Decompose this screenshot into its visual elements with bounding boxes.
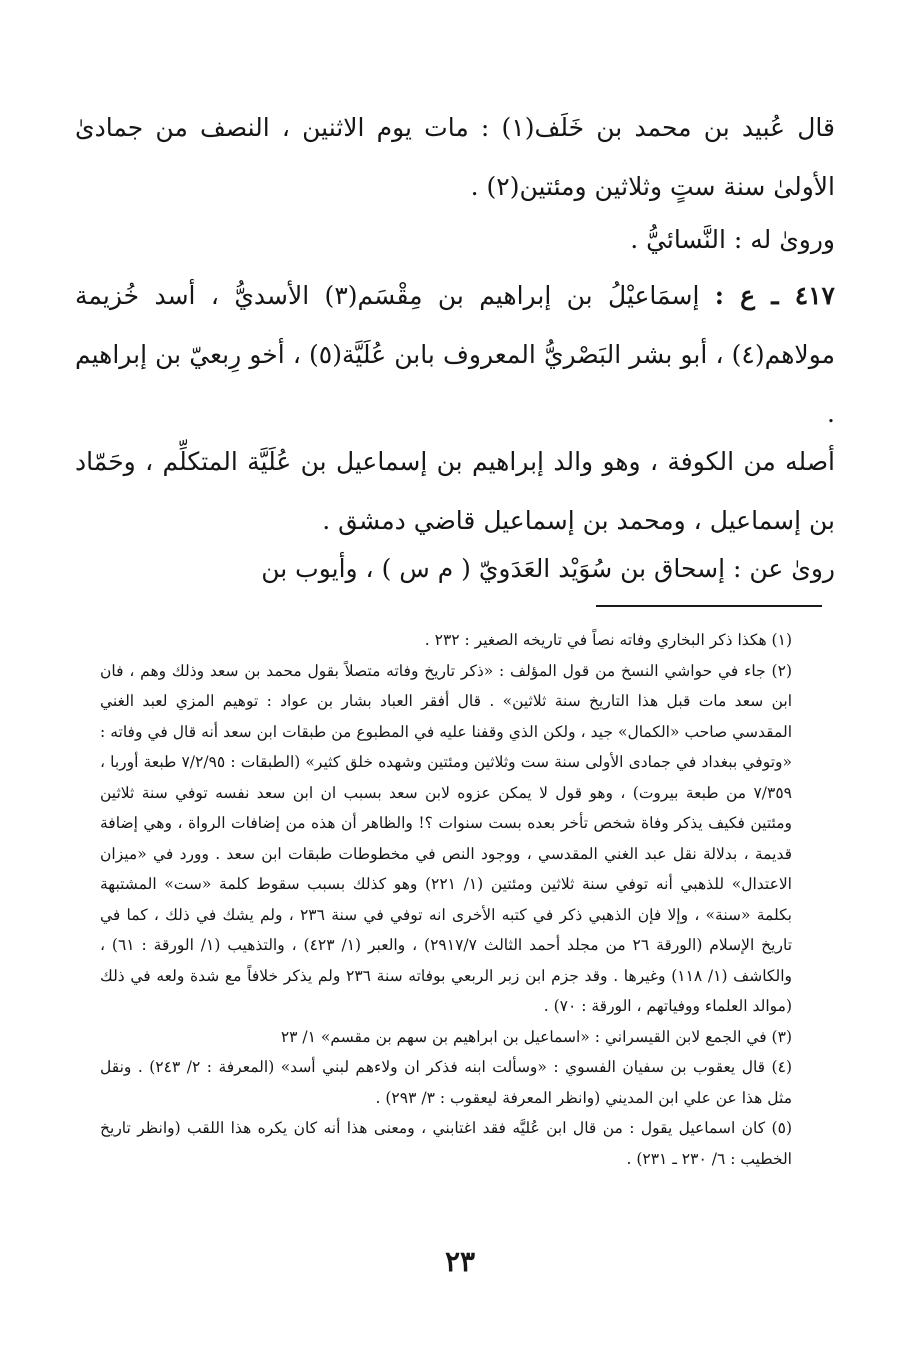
entry-number: ٤١٧ ـ ع : <box>714 281 835 310</box>
paragraph-narrated-by: وروىٰ له : النَّسائيُّ . <box>630 225 835 254</box>
paragraph-origin: أصله من الكوفة ، وهو والد إبراهيم بن إسماعيل بن عُلَيَّة المتكلِّم ، وحَمّاد بن إسماعيل ، ومحمد بن إسماعيل قاضي دمشق . <box>75 447 835 535</box>
footnotes-section <box>100 625 820 1174</box>
footnote-2: (٢) جاء في حواشي النسخ من قول المؤلف : «ذكر تاريخ وفاته متصلاً بقول محمد بن سعد وذلك وهم ، فان ابن سعد مات قبل هذا التاريخ سنة ثلاثين» . قال أفقر العباد بشار بن عواد : توهيم المزي لعبد الغني المقدسي صاحب «الكمال» جيد ، ولكن الذي وقفنا عليه في المطبوع من طبقات ابن سعد أنه قال في وفاته : «وتوفي ببغداد في جمادى الأولى سنة ست وثلاثين ومئتين وشهده خلق كثير» (الطبقات : ٧/٢/٩٥ طبعة أوربا ، ٧/٣٥٩ من طبعة بيروت) ، وهو قول لا يمكن عزوه لابن سعد بسبب ان ابن سعد نفسه توفي سنة ثلاثين ومئتين فكيف يذكر وفاة شخص تأخر بعده بست سنوات ؟! والظاهر أن هذه من إضافات الرواة ، وهي إضافة قديمة ، بدلالة نقل عبد الغني المقدسي ، ووجود النص في مخطوطات طبقات ابن سعد . وورد في «ميزان الاعتدال» للذهبي أنه توفي سنة ثلاثين ومئتين (١/ ٢٢١) وهو كذلك بسبب سقوط كلمة «ست» المشتبهة بكلمة «سنة» ، وإلا فإن الذهبي ذكر في كتبه الأخرى انه توفي في سنة ٢٣٦ ، ولم يشك في ذلك ، كما في تاريخ الإسلام (الورقة ٢٦ من مجلد أحمد الثالث ٢٩١٧/٧) ، والعبر (١/ ٤٢٣) ، والتذهيب (١/ الورقة : ٦١) ، والكاشف (١/ ١١٨) وغيرها . وقد جزم ابن زبر الربعي بوفاته سنة ٢٣٦ ولم يذكر خلافاً مع شدة ولعه في ذلك (موالد العلماء ووفياتهم ، الورقة : ٧٠) . <box>100 661 793 1015</box>
paragraph-narrated-from: روىٰ عن : إسحاق بن سُوَيْد العَدَويّ ( م س ) ، وأيوب بن <box>261 554 835 583</box>
entry-biography: إسمَاعيْلُ بن إبراهيم بن مِقْسَم(٣) الأسديُّ ، أسد خُزيمة مولاهم(٤) ، أبو بشر البَصْريُّ المعروف بابن عُلَيَّة(٥) ، أخو رِبعيّ بن إبراهيم . <box>75 281 835 428</box>
paragraph-death-date: قال عُبيد بن محمد بن خَلَف(١) : مات يوم الاثنين ، النصف من جمادىٰ الأولىٰ سنة ستٍ وثلاثين ومئتين(٢) . <box>75 113 835 201</box>
footnote-3: (٣) في الجمع لابن القيسراني : «اسماعيل بن ابراهيم بن سهم بن مقسم» ١/ ٢٣ <box>280 1027 792 1046</box>
page-number: ٢٣ <box>444 1245 476 1278</box>
footnote-4: (٤) قال يعقوب بن سفيان الفسوي : «وسألت ابنه فذكر ان ولاءهم لبني أسد» (المعرفة : ٢/ ٢٤٣) . ونقل مثل هذا عن علي ابن المديني (وانظر المعرفة ليعقوب : ٣/ ٢٩٣) . <box>100 1058 792 1107</box>
footnote-separator <box>596 605 822 607</box>
footnote-5: (٥) كان اسماعيل يقول : من قال ابن عُليَّه فقد اغتابني ، ومعنى هذا أنه كان يكره هذا اللقب (وانظر تاريخ الخطيب : ٦/ ٢٣٠ ـ ٢٣١) . <box>100 1119 792 1168</box>
footnote-1: (١) هكذا ذكر البخاري وفاته نصاً في تاريخه الصغير : ٢٣٢ . <box>424 631 792 649</box>
paragraph-entry-417 <box>75 266 835 443</box>
